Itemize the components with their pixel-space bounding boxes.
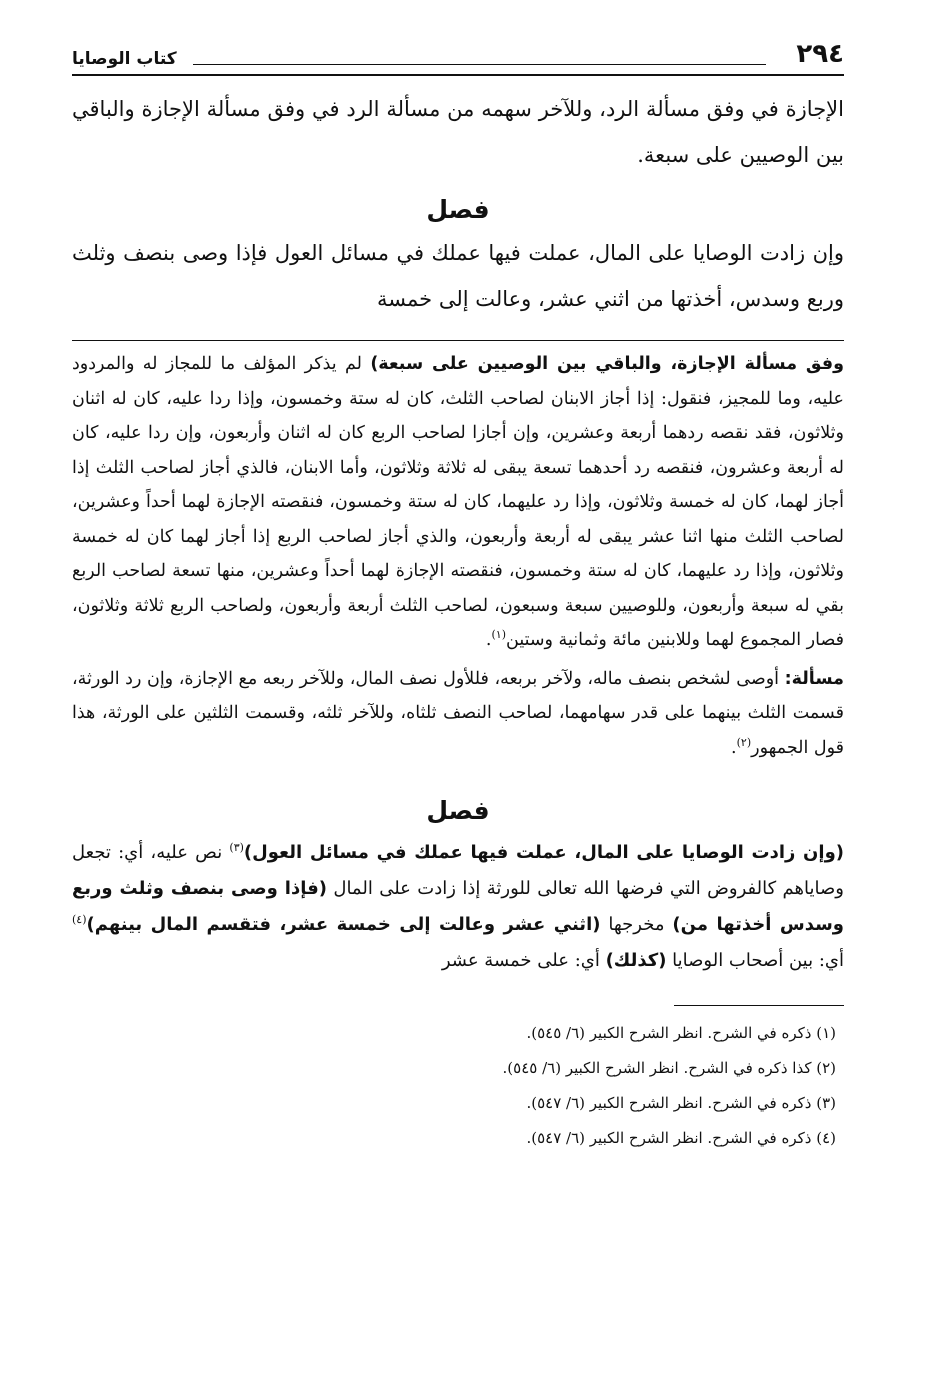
- commentary-paragraph-1: [72, 347, 844, 658]
- commentary-quote-1: وفق مسألة الإجازة، والباقي بين الوصيين على سبعة): [370, 354, 844, 374]
- book-page: [72, 30, 844, 1156]
- footnote-separator: [674, 1005, 844, 1006]
- section-heading-1: فصل: [426, 195, 490, 224]
- footnote-item: (٢) كذا ذكره في الشرح. انظر الشرح الكبير (٦/ ٥٤٥).: [502, 1059, 836, 1077]
- commentary-paragraph-3: [72, 835, 844, 979]
- commentary-text-3b: مخرجها: [600, 914, 673, 935]
- footnote-item: (١) ذكره في الشرح. انظر الشرح الكبير (٦/ ٥٤٥).: [526, 1024, 836, 1042]
- commentary-paragraph-2: [72, 662, 844, 766]
- commentary-end-1: .: [485, 630, 492, 650]
- matn-quote-2: (فإذا وصى بنصف وثلث وربع وسدس أخذتها من): [72, 878, 844, 935]
- main-paragraph-1: الإجازة في وفق مسألة الرد، وللآخر سهمه من مسألة الرد في وفق مسألة الإجازة والباقي بين الوصيين على سبعة.: [72, 97, 844, 167]
- commentary-text-2: أوصى لشخص بنصف ماله، ولآخر بربعه، فللأول نصف المال، وللآخر ربعه مع الإجازة، وإن رد الورثة، قسمت الثلث بينهما على قدر سهامهما، لصاحب النصف ثلثاه، وللآخر ثلثه، وقسمت الثلثين على الورثة، هذا قول الجمهور: [72, 668, 844, 758]
- commentary-text-3a: نص عليه، أي: تجعل وصاياهم كالفروض التي فرضها الله تعالى للورثة إذا زادت على المال: [72, 842, 844, 899]
- matn-quote-1: (وإن زادت الوصايا على المال، عملت فيها عملك في مسائل العول): [243, 842, 845, 863]
- matn-quote-3: (اثني عشر وعالت إلى خمسة عشر، فتقسم المال بينهم): [86, 914, 601, 935]
- footnote-ref-3[interactable]: (٣): [229, 841, 244, 854]
- commentary-text-1: لم يذكر المؤلف ما للمجاز له والمردود عليه، وما للمجيز، فنقول: إذا أجاز الابنان لصاحب الثلث، كان له ستة وخمسون، وإذا ردا عليه، كان له اثنان وثلاثون، فقد نقصه ردهما أربعة وعشرين، وإن أجازا لصاحب الربع كان له اثنان وأربعون، وإن ردا عليه، كان له أربعة وعشرون، فنقصه رد أحدهما تسعة يبقى له ثلاثة وثلاثون، وأما الابنان، فالذي أجاز لصاحب الثلث إذا أجاز لهما، كان له خمسة وثلاثون، وإذا رد عليهما، كان له ستة وخمسون، فنقصته الإجازة لهما أحداً وعشرين، لصاحب الثلث منها اثنا عشر يبقى له أربعة وأربعون، والذي أجاز لصاحب الربع إذا أجاز لهما كان له خمسة وثلاثون، وإذا رد عليهما، كان له ستة وخمسون، فنقصته الإجازة لهما أحداً وعشرين، منها تسعة لصاحب الربع بقي له سبعة وأربعون، وللوصيين سبعة وسبعون، لصاحب الثلث أربعة وأربعون، ولصاحب الربع ثلاثة وثلاثون، فصار المجموع لهما وللابنين مائة وثمانية وستين: [72, 354, 844, 650]
- matn-quote-4: (كذلك): [605, 950, 667, 971]
- header-rule: [193, 64, 767, 65]
- section-heading-2: فصل: [426, 796, 490, 825]
- page-header: [72, 30, 844, 76]
- footnote-ref-1[interactable]: (١): [491, 628, 506, 642]
- footnote-item: (٤) ذكره في الشرح. انظر الشرح الكبير (٦/ ٥٤٧).: [526, 1129, 836, 1147]
- commentary-separator: [72, 340, 844, 341]
- footnotes-list: [72, 1016, 844, 1156]
- commentary-end-2: .: [731, 737, 737, 758]
- footnote-item: (٣) ذكره في الشرح. انظر الشرح الكبير (٦/ ٥٤٧).: [526, 1094, 836, 1112]
- commentary-text-3c: أي: بين أصحاب الوصايا: [666, 950, 844, 971]
- masala-label: مسألة:: [784, 668, 844, 689]
- page-number: ٢٩٤: [796, 39, 844, 69]
- main-paragraph-2: وإن زادت الوصايا على المال، عملت فيها عملك في مسائل العول فإذا وصى بنصف وثلث وربع وسدس، أخذتها من اثني عشر، وعالت إلى خمسة: [72, 241, 844, 311]
- running-title: كتاب الوصايا: [72, 49, 177, 69]
- footnote-ref-4[interactable]: (٤): [72, 913, 87, 926]
- footnote-ref-2[interactable]: (٢): [736, 735, 752, 749]
- commentary-text-3d: أي: على خمسة عشر: [441, 950, 606, 971]
